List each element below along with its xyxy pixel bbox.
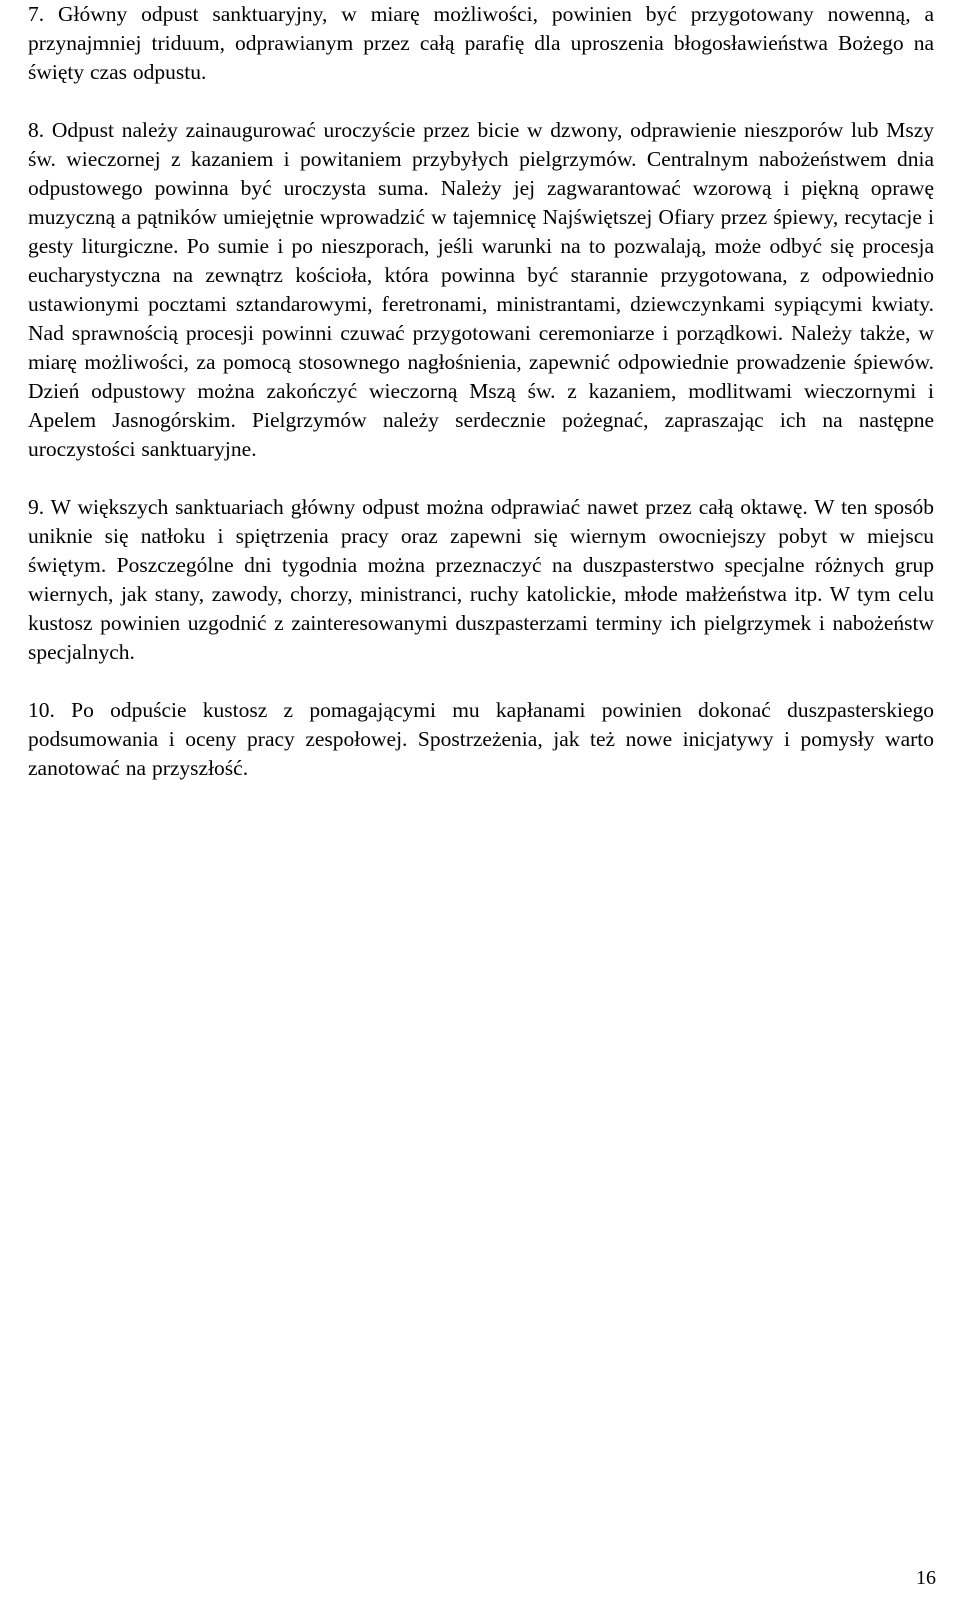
paragraph-8: 8. Odpust należy zainaugurować uroczyście przez bicie w dzwony, odprawienie nieszporów lub Mszy św. wieczornej z kazaniem i powitaniem przybyłych pielgrzymów. Centralnym nabożeństwem dnia odpustowego powinna być uroczysta suma. Należy jej zagwarantować wzorową i piękną oprawę muzyczną a pątników umiejętnie wprowadzić w tajemnicę Najświętszej Ofiary przez śpiewy, recytacje i gesty liturgiczne. Po sumie i po nieszporach, jeśli warunki na to pozwalają, może odbyć się procesja eucharystyczna na zewnątrz kościoła, która powinna być starannie przygotowana, z odpowiednio ustawionymi pocztami sztandarowymi, feretronami, ministrantami, dziewczynkami sypiącymi kwiaty. Nad sprawnością procesji powinni czuwać przygotowani ceremoniarze i porządkowi. Należy także, w miarę możliwości, za pomocą stosownego nagłośnienia, zapewnić odpowiednie prowadzenie śpiewów. Dzień odpustowy można zakończyć wieczorną Mszą św. z kazaniem, modlitwami wieczornymi i Apelem Jasnogórskim. Pielgrzymów należy serdecznie pożegnać, zapraszając ich na następne uroczystości sanktuaryjne.: [28, 118, 934, 461]
paragraph-9: 9. W większych sanktuariach główny odpust można odprawiać nawet przez całą oktawę. W ten sposób uniknie się natłoku i spiętrzenia pracy oraz zapewni się wiernym owocniejszy pobyt w miejscu świętym. Poszczególne dni tygodnia można przeznaczyć na duszpasterstwo specjalne różnych grup wiernych, jak stany, zawody, chorzy, ministranci, ruchy katolickie, młode małżeństwa itp. W tym celu kustosz powinien uzgodnić z zainteresowanymi duszpasterzami terminy ich pielgrzymek i nabożeństw specjalnych.: [28, 495, 934, 664]
page-number: 16: [916, 1567, 936, 1589]
paragraph-7: 7. Główny odpust sanktuaryjny, w miarę możliwości, powinien być przygotowany nowenną, a przynajmniej triduum, odprawianym przez całą parafię dla uproszenia błogosławieństwa Bożego na święty czas odpustu.: [28, 2, 934, 84]
paragraph-10: 10. Po odpuście kustosz z pomagającymi mu kapłanami powinien dokonać duszpasterskiego podsumowania i oceny pracy zespołowej. Spostrzeżenia, jak też nowe inicjatywy i pomysły warto zanotować na przyszłość.: [28, 698, 934, 780]
document-page: [28, 0, 934, 783]
